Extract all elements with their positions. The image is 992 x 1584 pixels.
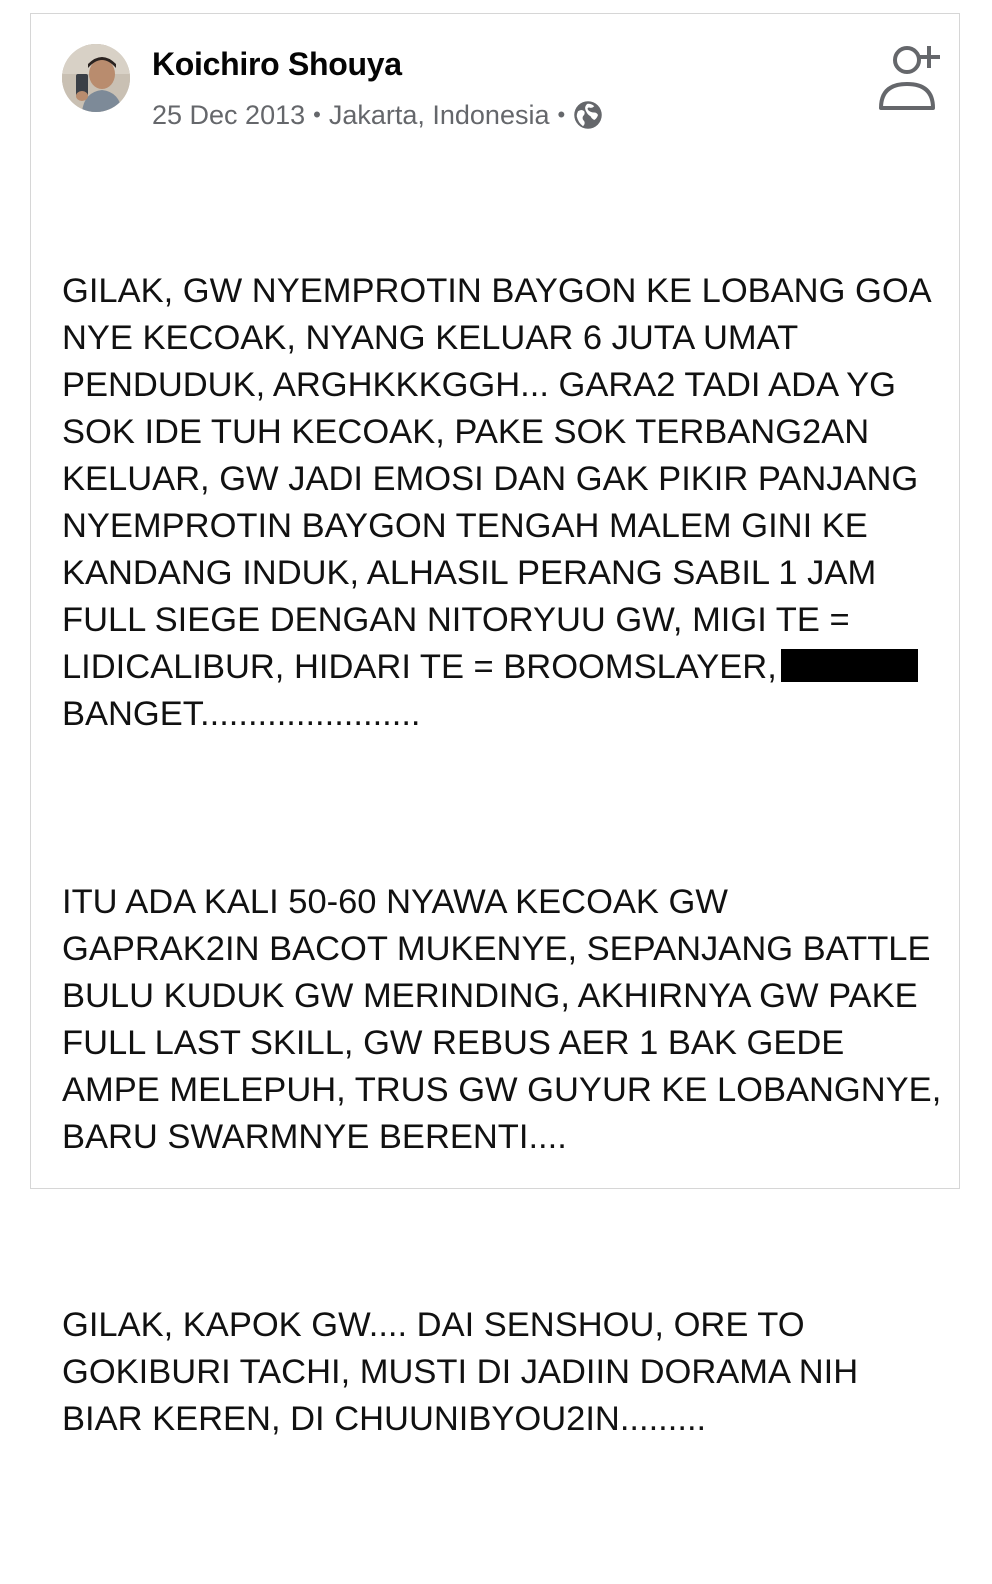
paragraph-text: BANGET....................... <box>62 695 421 733</box>
author-name[interactable]: Koichiro Shouya <box>152 46 402 82</box>
post-card <box>30 13 960 1438</box>
avatar[interactable] <box>62 44 130 112</box>
post-paragraph <box>62 268 942 738</box>
globe-icon <box>573 100 603 130</box>
post-meta <box>152 98 603 132</box>
meta-separator: • <box>313 102 321 127</box>
post-paragraph: ITU ADA KALI 50-60 NYAWA KECOAK GW GAPRAK2IN BACOT MUKENYE, SEPANJANG BATTLE BULU KUDUK GW MERINDING, AKHIRNYA GW PAKE FULL LAST SKILL, GW REBUS AER 1 BAK GEDE AMPE MELEPUH, TRUS GW GUYUR KE LOBANGNYE, BARU SWARMNYE BERENTI.... <box>62 883 942 1156</box>
meta-separator: • <box>557 102 566 127</box>
post-location[interactable]: Jakarta, Indonesia <box>328 99 550 130</box>
paragraph-text: GILAK, GW NYEMPROTIN BAYGON KE LOBANG GOA NYE KECOAK, NYANG KELUAR 6 JUTA UMAT PENDUDUK, ARGHKKKGGH... GARA2 TADI ADA YG SOK IDE TUH KECOAK, PAKE SOK TERBANG2AN KELUAR, GW JADI EMOSI DAN GAK PIKIR PANJANG NYEMPROTIN BAYGON TENGAH MALEM GINI KE KANDANG INDUK, ALHASIL PERANG SABIL 1 JAM FULL SIEGE DENGAN NITORYUU GW, MIGI TE = LIDICALIBUR, HIDARI TE = BROOMSLAYER, <box>62 272 932 686</box>
post-date[interactable]: 25 Dec 2013 <box>152 99 306 130</box>
post-paragraph: GILAK, KAPOK GW.... DAI SENSHOU, ORE TO GOKIBURI TACHI, MUSTI DI JADIIN DORAMA NIH BIAR KEREN, DI CHUUNIBYOU2IN......... <box>62 1306 859 1438</box>
add-friend-icon[interactable] <box>873 38 941 114</box>
post-body <box>62 174 942 1584</box>
redaction-bar <box>781 649 918 682</box>
